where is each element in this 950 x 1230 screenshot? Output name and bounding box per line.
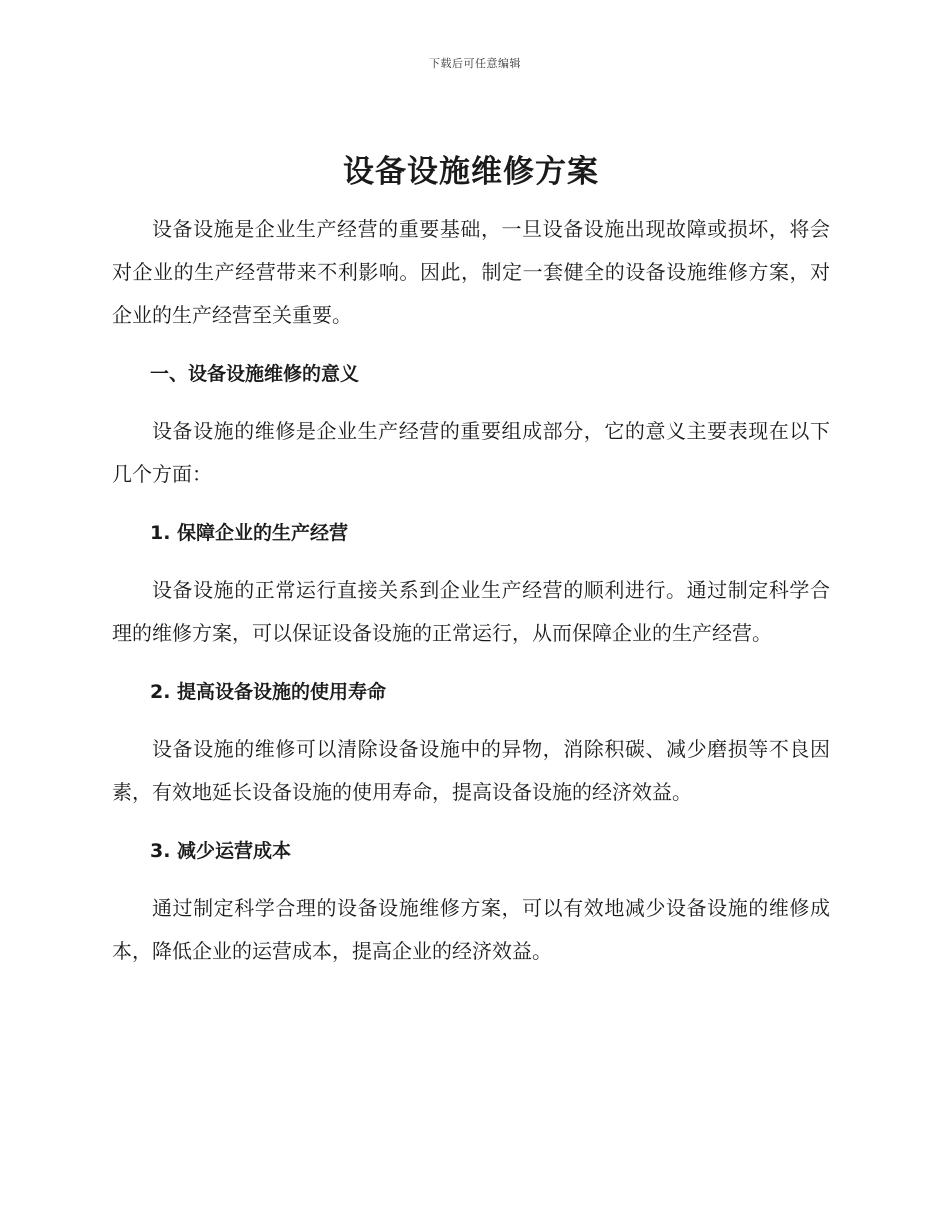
section-heading: 一、设备设施维修的意义	[150, 363, 360, 385]
intro-paragraph: 设备设施是企业生产经营的重要基础，一旦设备设施出现故障或损坏，将会对企业的生产经营带来不利影响。因此，制定一套健全的设备设施维修方案，对企业的生产经营至关重要。	[112, 217, 830, 327]
point-paragraph-3: 通过制定科学合理的设备设施维修方案，可以有效地减少设备设施的维修成本，降低企业的运营成本，提高企业的经济效益。	[112, 896, 830, 963]
point-heading-3: 3. 减少运营成本	[150, 840, 292, 862]
point-paragraph-1: 设备设施的正常运行直接关系到企业生产经营的顺利进行。通过制定科学合理的维修方案，可以保证设备设施的正常运行，从而保障企业的生产经营。	[112, 578, 830, 645]
page-header: 下载后可任意编辑	[429, 57, 521, 70]
point-heading-2: 2. 提高设备设施的使用寿命	[150, 681, 387, 703]
document-body	[112, 148, 830, 973]
point-paragraph-2: 设备设施的维修可以清除设备设施中的异物，消除积碳、减少磨损等不良因素，有效地延长设备设施的使用寿命，提高设备设施的经济效益。	[112, 737, 830, 804]
section-paragraph: 设备设施的维修是企业生产经营的重要组成部分，它的意义主要表现在以下几个方面：	[112, 419, 830, 486]
document-title: 设备设施维修方案	[343, 154, 599, 190]
point-heading-1: 1. 保障企业的生产经营	[150, 522, 349, 544]
